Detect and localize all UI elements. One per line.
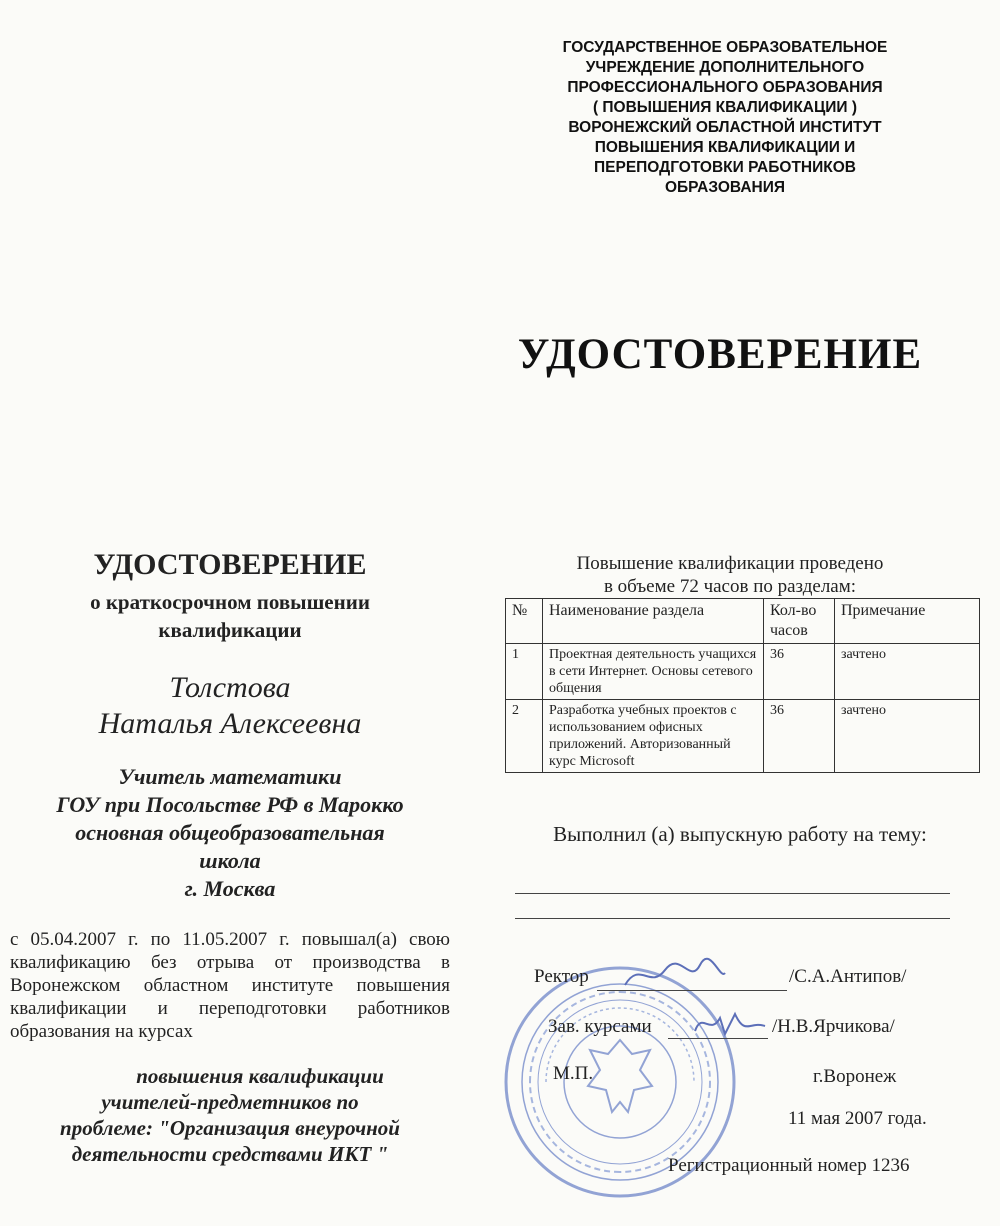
sections-table [505,598,980,773]
row-note: зачтено [835,644,980,700]
issue-date: 11 мая 2007 года. [788,1108,927,1129]
surname: Толстова [169,671,291,704]
course-title [10,1063,450,1167]
course-line: деятельности средствами ИКТ " [71,1142,389,1166]
thesis-line-2 [515,918,950,919]
row-num: 2 [506,700,543,773]
rector-signature-icon [620,955,730,995]
thesis-label: Выполнил (а) выпускную работу на тему: [553,822,927,846]
institution-line: ВОРОНЕЖСКИЙ ОБЛАСТНОЙ ИНСТИТУТ [568,119,882,136]
table-row [506,700,980,773]
hours-line: Повышение квалификации проведено [576,553,884,574]
institution-line: ( ПОВЫШЕНИЯ КВАЛИФИКАЦИИ ) [592,99,858,116]
certificate-subtitle [40,588,420,644]
certificate-title: УДОСТОВЕРЕНИЕ [93,548,367,581]
registration-number: Регистрационный номер 1236 [668,1155,910,1176]
rector-label: Ректор [534,966,589,987]
hours-intro [520,552,940,598]
header-hours: Кол-во часов [764,599,835,644]
cover-title: УДОСТОВЕРЕНИЕ [517,331,923,378]
rector-name: /С.А.Антипов/ [789,966,907,987]
thesis-line-1 [515,893,950,894]
city: г.Воронеж [813,1066,897,1087]
hours-line: в объеме 72 часов по разделам: [603,576,857,597]
course-line: учителей-предметников по [101,1090,359,1114]
institution-line: УЧРЕЖДЕНИЕ ДОПОЛНИТЕЛЬНОГО [585,59,865,76]
institution-line: ПРОФЕССИОНАЛЬНОГО ОБРАЗОВАНИЯ [567,79,883,96]
institution-header [500,38,950,198]
head-name: /Н.В.Ярчикова/ [772,1016,895,1037]
subtitle-line: о краткосрочном повышении [90,590,370,614]
position-line: основная общеобразовательная [75,820,385,845]
given-names: Наталья Алексеевна [98,707,362,740]
institution-line: ПЕРЕПОДГОТОВКИ РАБОТНИКОВ [594,159,856,176]
header-num: № [506,599,543,644]
stamp-ring [522,984,718,1180]
holder-position [0,763,460,903]
head-signature-icon [690,1006,770,1042]
subtitle-line: квалификации [158,618,302,642]
position-line: ГОУ при Посольстве РФ в Марокко [56,792,404,817]
row-hours: 36 [764,700,835,773]
row-num: 1 [506,644,543,700]
head-label: Зав. курсами [548,1016,652,1037]
seal-label: М.П. [553,1063,594,1084]
institution-line: ПОВЫШЕНИЯ КВАЛИФИКАЦИИ И [594,139,856,156]
table-header-row [506,599,980,644]
institution-line: ГОСУДАРСТВЕННОЕ ОБРАЗОВАТЕЛЬНОЕ [562,39,888,56]
position-line: г. Москва [184,876,276,901]
row-name: Проектная деятельность учащихся в сети Интернет. Основы сетевого общения [543,644,764,700]
holder-name [40,670,420,742]
position-line: школа [199,848,261,873]
row-hours: 36 [764,644,835,700]
certificate-body: с 05.04.2007 г. по 11.05.2007 г. повышал(а) свою квалификацию без отрыва от производства в Воронежском областном институте повышения квалификации и переподготовки работников образования на курсах [10,929,450,1042]
course-line: проблеме: "Организация внеурочной [60,1116,400,1140]
position-line: Учитель математики [118,764,342,789]
institution-line: ОБРАЗОВАНИЯ [664,179,786,196]
eagle-emblem-icon [588,1040,652,1112]
row-note: зачтено [835,700,980,773]
header-note: Примечание [835,599,980,644]
table-row [506,644,980,700]
course-line: повышения квалификации [136,1064,384,1088]
row-name: Разработка учебных проектов с использованием офисных приложений. Авторизованный курс Microsoft [543,700,764,773]
header-name: Наименование раздела [543,599,764,644]
